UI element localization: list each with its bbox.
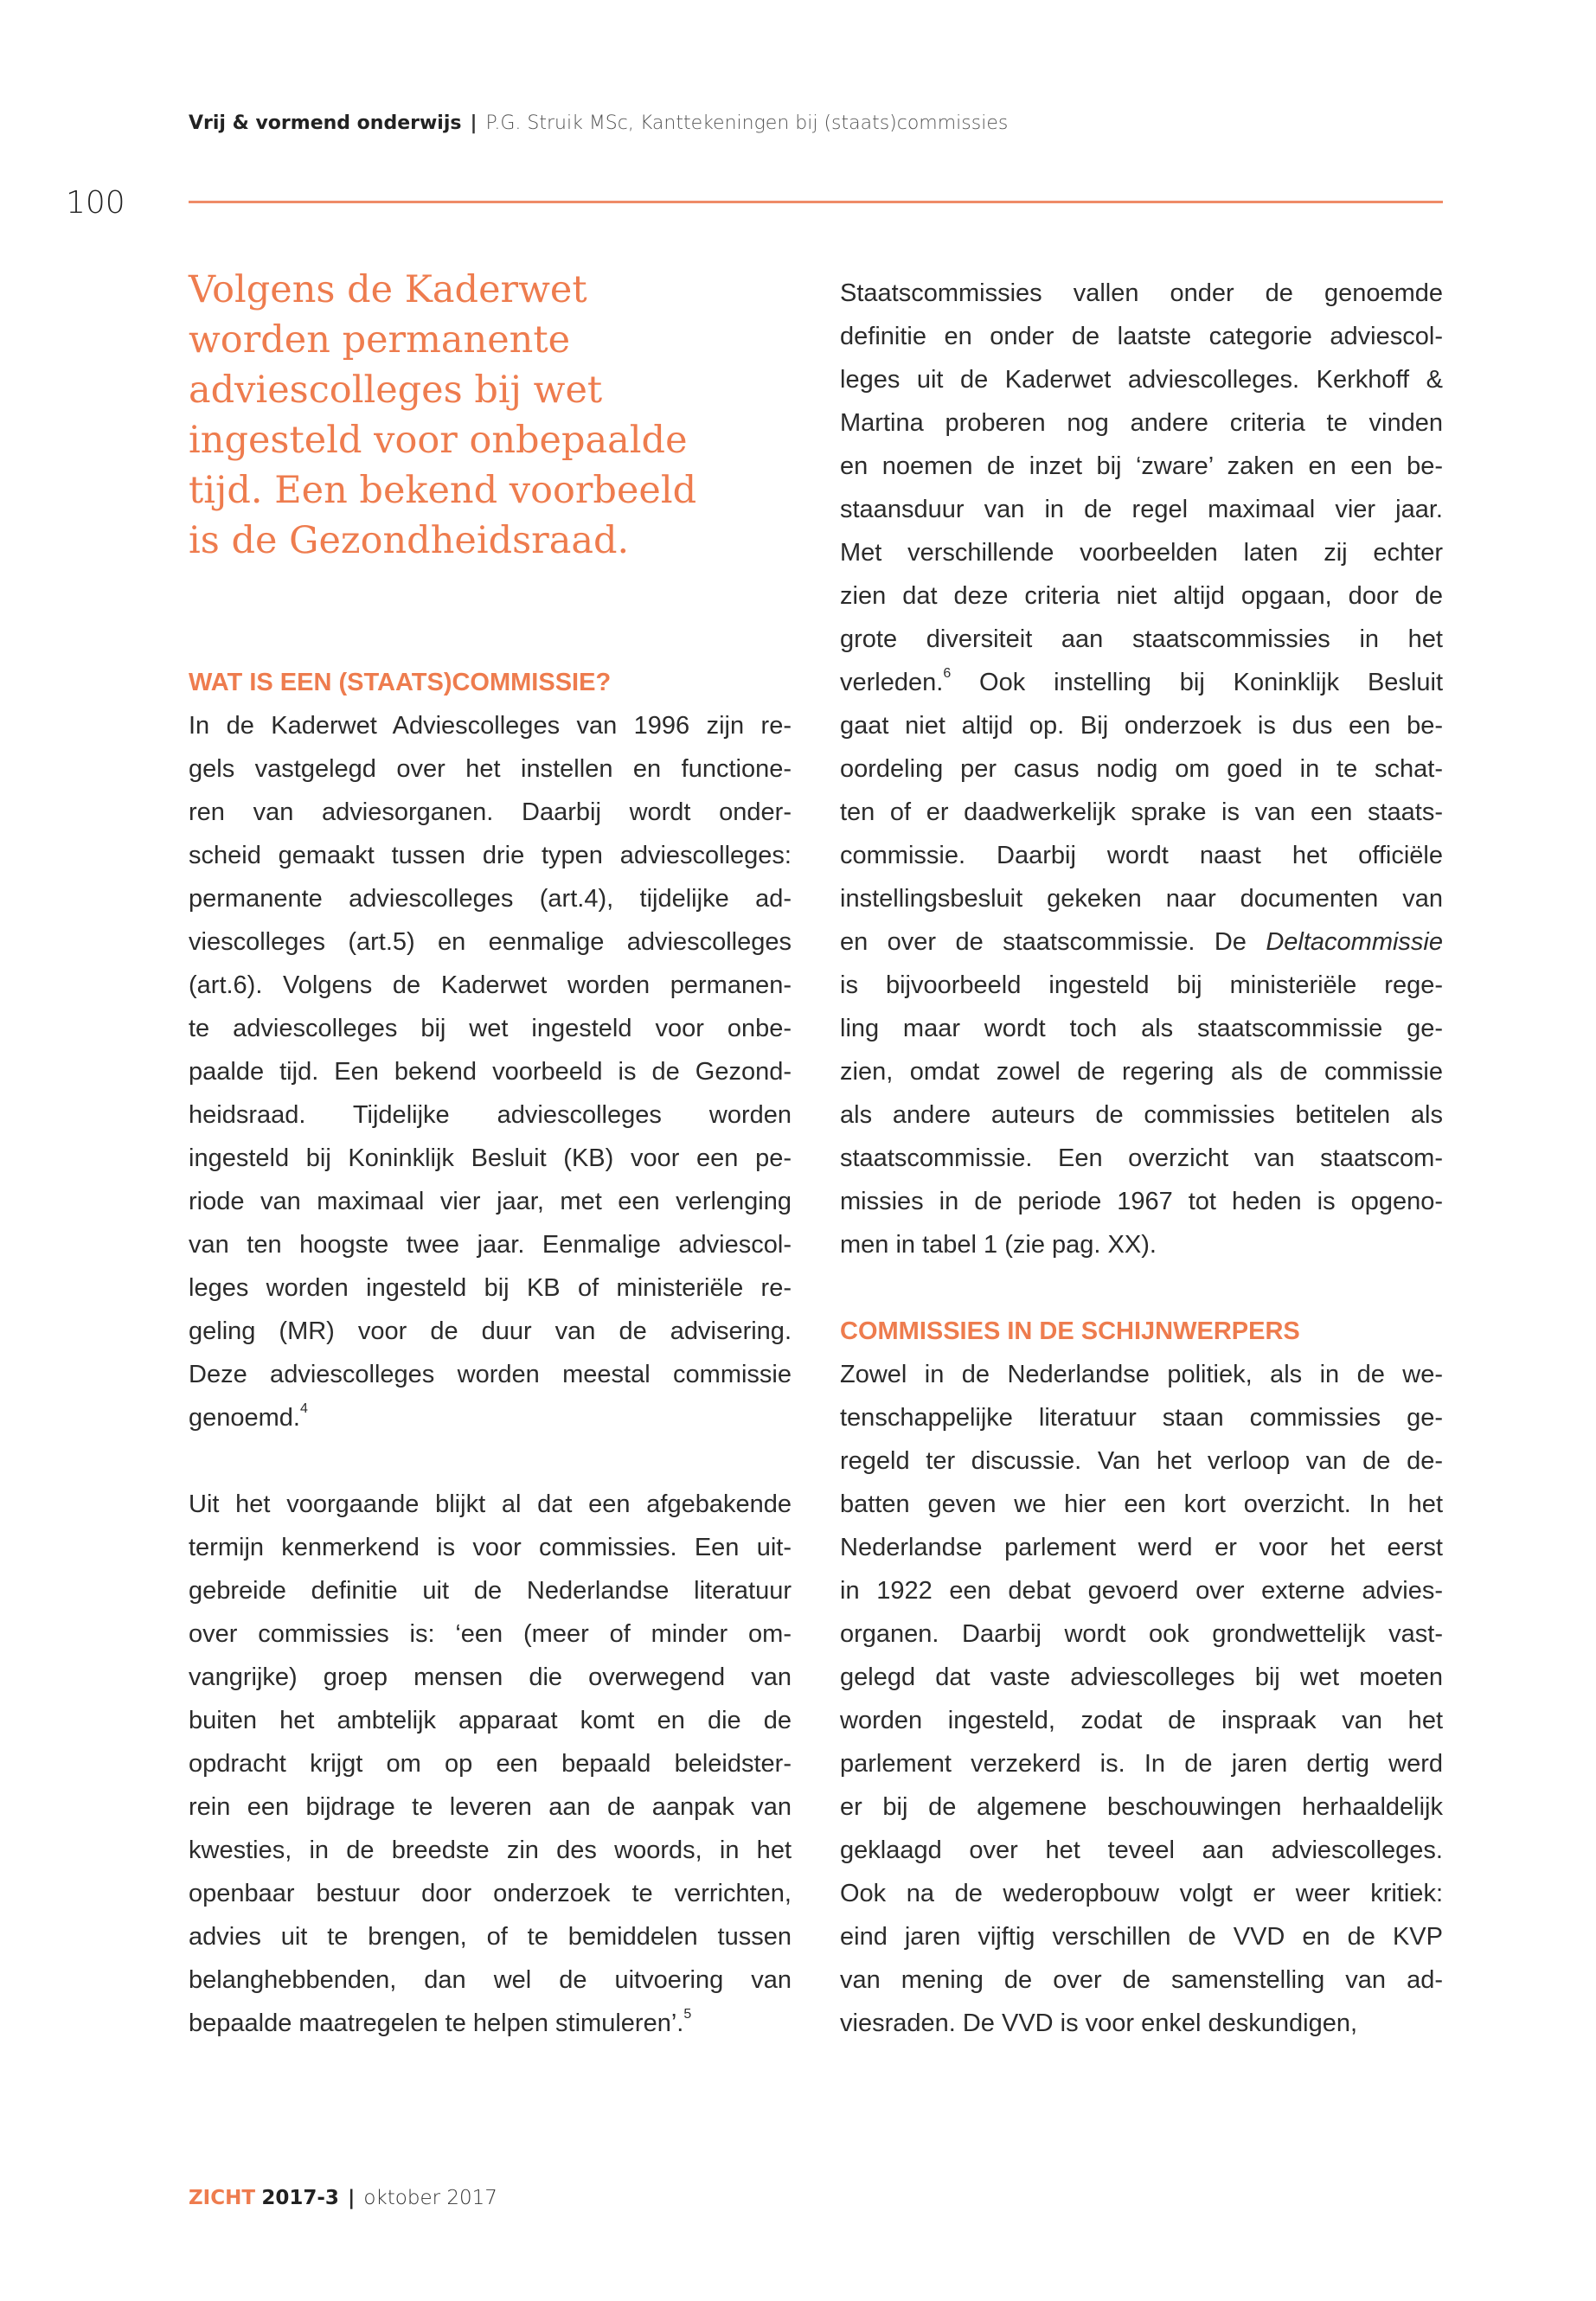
section-heading: COMMISSIES IN DE SCHIJNWERPERS (840, 1317, 1300, 1345)
text-line: buiten het ambtelijk apparaat komt en die de (189, 1707, 792, 1734)
text-line: leges uit de Kaderwet adviescolleges. Kerkhoff & (840, 366, 1443, 394)
text-line (840, 661, 1443, 704)
text-line: eind jaren vijftig verschillen de VVD en de KVP (840, 1923, 1443, 1951)
footer-issue: 2017-3 (261, 2187, 339, 2209)
text-line: van mening de over de samenstelling van ad- (840, 1966, 1443, 1994)
text-line: viescolleges (art.5) en eenmalige adviescolleges (189, 928, 792, 956)
text-line (189, 1396, 792, 1439)
text-line: en noemen de inzet bij ‘zware’ zaken en een be- (840, 452, 1443, 480)
header-subtitle: P.G. Struik MSc, Kanttekeningen bij (staats)commissies (485, 112, 1009, 134)
text-line: ling maar wordt toch als staatscommissie ge- (840, 1015, 1443, 1042)
text-line: gelegd dat vaste adviescolleges bij wet moeten (840, 1663, 1443, 1691)
paragraph (189, 704, 792, 1439)
text-line: scheid gemaakt tussen drie typen adviescolleges: (189, 842, 792, 869)
paragraph (189, 1483, 792, 2045)
text-line: Met verschillende voorbeelden laten zij echter (840, 539, 1443, 567)
text-line: paalde tijd. Een bekend voorbeeld is de Gezond- (189, 1058, 792, 1086)
text-line: instellingsbesluit gekeken naar documenten van (840, 885, 1443, 913)
italic-text: Deltacommissie (1266, 928, 1443, 956)
text-line: Zowel in de Nederlandse politiek, als in de we- (840, 1361, 1443, 1388)
text-line: is bijvoorbeeld ingesteld bij ministeriële rege- (840, 971, 1443, 999)
paragraph (840, 272, 1443, 1266)
text-line: zien dat deze criteria niet altijd opgaan, door de (840, 582, 1443, 610)
header-rule (189, 201, 1443, 203)
text-line: opdracht krijgt om op een bepaald beleidster- (189, 1750, 792, 1778)
text-line: Deze adviescolleges worden meestal commissie (189, 1361, 792, 1388)
header-section: Vrij & vormend onderwijs (189, 112, 462, 134)
text-line: over commissies is: ‘een (meer of minder om- (189, 1620, 792, 1648)
text-line (189, 2002, 792, 2045)
text-line: riode van maximaal vier jaar, met een verlenging (189, 1188, 792, 1215)
footnote-reference: 6 (943, 666, 952, 681)
text-line: gels vastgelegd over het instellen en functione- (189, 755, 792, 783)
text-line: gebreide definitie uit de Nederlandse literatuur (189, 1577, 792, 1605)
pull-quote (189, 265, 811, 566)
text-line: In de Kaderwet Adviescolleges van 1996 zijn re- (189, 712, 792, 740)
text-line: Martina proberen nog andere criteria te vinden (840, 409, 1443, 437)
footnote-reference: 5 (683, 2007, 692, 2022)
text-line: staatscommissie. Een overzicht van staatscom- (840, 1144, 1443, 1172)
text-line: er bij de algemene beschouwingen herhaaldelijk (840, 1793, 1443, 1821)
right-column (840, 272, 1443, 2045)
text-line: termijn kenmerkend is voor commissies. Een uit- (189, 1534, 792, 1561)
text-line: permanente adviescolleges (art.4), tijdelijke ad- (189, 885, 792, 913)
text-line: (art.6). Volgens de Kaderwet worden permanen- (189, 971, 792, 999)
text-line: belanghebbenden, dan wel de uitvoering van (189, 1966, 792, 1994)
text-segment: bepaalde maatregelen te helpen stimuleren’. (189, 2009, 684, 2037)
text-line: organen. Daarbij wordt ook grondwettelijk vast- (840, 1620, 1443, 1648)
pull-quote-line: worden permanente (189, 318, 571, 362)
pull-quote-line: Volgens de Kaderwet (189, 268, 587, 311)
text-line: Ook na de wederopbouw volgt er weer kritiek: (840, 1880, 1443, 1907)
text-segment: en over de staatscommissie. De (840, 928, 1266, 956)
text-line: heidsraad. Tijdelijke adviescolleges worden (189, 1101, 792, 1129)
text-line: oordeling per casus nodig om goed in te schat- (840, 755, 1443, 783)
footer-magazine: ZICHT (189, 2187, 256, 2209)
pull-quote-line: is de Gezondheidsraad. (189, 519, 630, 562)
text-line: regeld ter discussie. Van het verloop van de de- (840, 1447, 1443, 1475)
text-line: Staatscommissies vallen onder de genoemde (840, 279, 1443, 307)
text-line: leges worden ingesteld bij KB of ministeriële re- (189, 1274, 792, 1302)
text-line: advies uit te brengen, of te bemiddelen tussen (189, 1923, 792, 1951)
pull-quote-line: ingesteld voor onbepaalde (189, 419, 688, 462)
text-line: tenschappelijke literatuur staan commissies ge- (840, 1404, 1443, 1432)
text-line: staansduur van in de regel maximaal vier jaar. (840, 496, 1443, 523)
text-line: parlement verzekerd is. In de jaren dertig werd (840, 1750, 1443, 1778)
left-column (189, 661, 792, 2045)
text-line: openbaar bestuur door onderzoek te verrichten, (189, 1880, 792, 1907)
footnote-reference: 4 (300, 1401, 308, 1416)
paragraph (840, 1353, 1443, 2045)
text-line: commissie. Daarbij wordt naast het officiële (840, 842, 1443, 869)
footer-separator: | (347, 2187, 356, 2209)
text-line: kwesties, in de breedste zin des woords, in het (189, 1836, 792, 1864)
text-line: gaat niet altijd op. Bij onderzoek is dus een be- (840, 712, 1443, 740)
text-line: geling (MR) voor de duur van de advisering. (189, 1317, 792, 1345)
text-line: Uit het voorgaande blijkt al dat een afgebakende (189, 1490, 792, 1518)
text-line: vangrijke) groep mensen die overwegend van (189, 1663, 792, 1691)
text-line: als andere auteurs de commissies betitelen als (840, 1101, 1443, 1129)
text-segment: Ook instelling bij Koninklijk Besluit (951, 669, 1443, 696)
text-line (840, 920, 1443, 964)
text-line: definitie en onder de laatste categorie adviescol- (840, 323, 1443, 350)
text-line: men in tabel 1 (zie pag. XX). (840, 1231, 1157, 1259)
text-line: zien, omdat zowel de regering als de commissie (840, 1058, 1443, 1086)
text-line: geklaagd over het teveel aan adviescolleges. (840, 1836, 1443, 1864)
text-line: van ten hoogste twee jaar. Eenmalige adviescol- (189, 1231, 792, 1259)
text-line: rein een bijdrage te leveren aan de aanpak van (189, 1793, 792, 1821)
footer (189, 2187, 497, 2209)
text-line: grote diversiteit aan staatscommissies in het (840, 625, 1443, 653)
text-line: Nederlandse parlement werd er voor het eerst (840, 1534, 1443, 1561)
text-line: worden ingesteld, zodat de inspraak van het (840, 1707, 1443, 1734)
text-line: ingesteld bij Koninklijk Besluit (KB) voor een pe- (189, 1144, 792, 1172)
page-number: 100 (66, 185, 125, 221)
text-line: viesraden. De VVD is voor enkel deskundigen, (840, 2009, 1358, 2037)
text-line: batten geven we hier een kort overzicht. In het (840, 1490, 1443, 1518)
text-line: te adviescolleges bij wet ingesteld voor onbe- (189, 1015, 792, 1042)
header-separator: | (470, 112, 478, 134)
text-segment: genoemd. (189, 1404, 300, 1432)
text-line: ten of er daadwerkelijk sprake is van een staats- (840, 798, 1443, 826)
running-header (189, 112, 1008, 134)
text-segment: verleden. (840, 669, 944, 696)
pull-quote-line: adviescolleges bij wet (189, 369, 603, 412)
footer-date: oktober 2017 (363, 2187, 497, 2209)
text-line: missies in de periode 1967 tot heden is opgeno- (840, 1188, 1443, 1215)
pull-quote-line: tijd. Een bekend voorbeeld (189, 469, 697, 512)
section-heading: WAT IS EEN (STAATS)COMMISSIE? (189, 669, 612, 696)
text-line: ren van adviesorganen. Daarbij wordt onder- (189, 798, 792, 826)
text-line: in 1922 een debat gevoerd over externe advies- (840, 1577, 1443, 1605)
